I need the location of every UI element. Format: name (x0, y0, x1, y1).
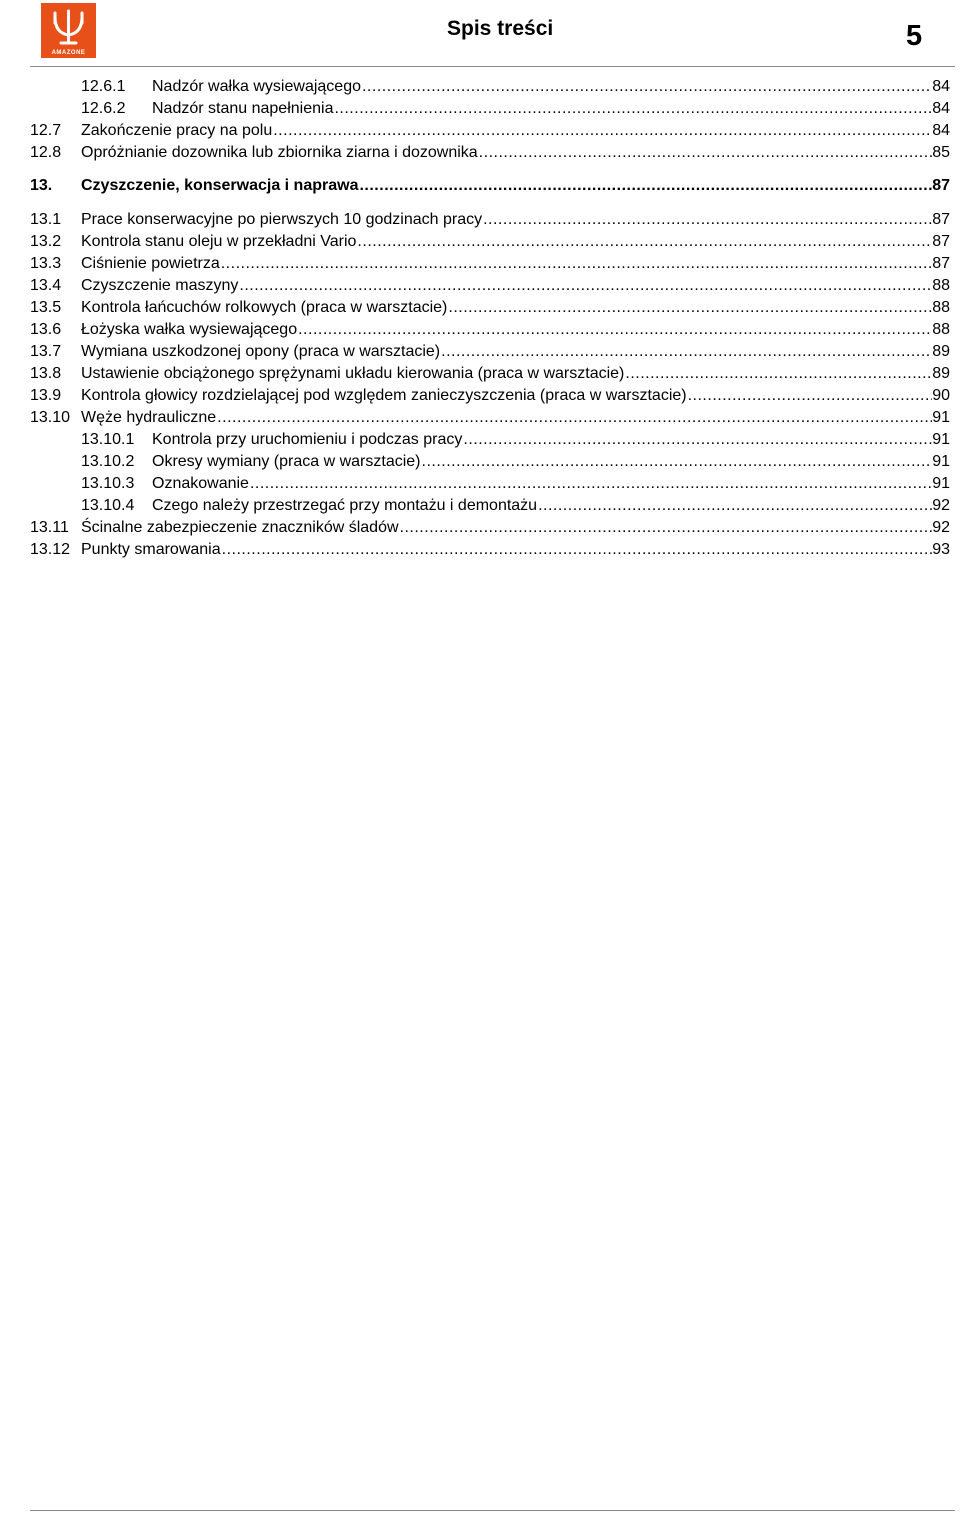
toc-entry-number: 13.10.4 (81, 497, 135, 514)
toc-entry-title: Ciśnienie powietrza (81, 255, 220, 272)
toc-leader-dots (239, 275, 932, 297)
toc-entry-title: Kontrola przy uruchomieniu i podczas pracy (152, 431, 463, 448)
toc-entry-page: 88 (932, 277, 950, 294)
toc-entry-page: 92 (932, 519, 950, 536)
toc-entry[interactable] (30, 341, 950, 363)
toc-entry-title: Oznakowanie (152, 475, 249, 492)
toc-entry[interactable] (30, 363, 950, 385)
toc-entry-page: 93 (932, 541, 950, 558)
toc-entry-title: Okresy wymiany (praca w warsztacie) (152, 453, 421, 470)
toc-entry-page: 84 (932, 100, 950, 117)
toc-entry[interactable] (30, 517, 950, 539)
toc-leader-dots (688, 385, 933, 407)
toc-leader-dots (422, 451, 933, 473)
toc-leader-dots (217, 407, 932, 429)
toc-entry-title: Zakończenie pracy na polu (81, 122, 273, 139)
toc-entry-number: 13.10.2 (81, 453, 135, 470)
header-divider (30, 66, 955, 67)
toc-entry[interactable] (30, 253, 950, 275)
toc-entry-number: 13.10.1 (81, 431, 135, 448)
toc-entry-page: 89 (932, 343, 950, 360)
toc-leader-dots (359, 175, 932, 197)
toc-entry[interactable] (81, 451, 950, 473)
toc-entry-number: 13. (30, 177, 53, 194)
toc-entry-number: 13.4 (30, 277, 62, 294)
toc-entry-number: 13.3 (30, 255, 62, 272)
toc-entry-title: Kontrola łańcuchów rolkowych (praca w warsztacie) (81, 299, 448, 316)
toc-entry-title: Ustawienie obciążonego sprężynami układu kierowania (praca w warsztacie) (81, 365, 625, 382)
toc-entry-page: 87 (932, 177, 950, 194)
toc-entry-page: 87 (932, 255, 950, 272)
toc-leader-dots (222, 539, 933, 561)
toc-entry-page: 91 (932, 475, 950, 492)
toc-entry-number: 13.11 (30, 519, 69, 536)
toc-entry[interactable] (30, 407, 950, 429)
toc-leader-dots (538, 495, 932, 517)
toc-entry-title: Opróżnianie dozownika lub zbiornika ziarna i dozownika (81, 144, 478, 161)
toc-leader-dots (483, 209, 932, 231)
toc-entry-title: Czego należy przestrzegać przy montażu i demontażu (152, 497, 538, 514)
toc-entry-number: 12.7 (30, 122, 62, 139)
toc-entry-title: Kontrola stanu oleju w przekładni Vario (81, 233, 357, 250)
toc-entry-page: 84 (932, 122, 950, 139)
footer-divider (30, 1510, 955, 1511)
toc-entry-title: Punkty smarowania (81, 541, 221, 558)
toc-entry-page: 90 (932, 387, 950, 404)
amazone-logo (41, 3, 96, 58)
toc-entry[interactable] (30, 142, 950, 164)
toc-entry-title: Nadzór wałka wysiewającego (152, 78, 361, 95)
toc-entry[interactable] (81, 98, 950, 120)
toc-entry-page: 91 (932, 453, 950, 470)
toc-entry-title: Łożyska wałka wysiewającego (81, 321, 298, 338)
toc-entry-number: 13.10.3 (81, 475, 135, 492)
toc-entry-page: 92 (932, 497, 950, 514)
toc-entry-title: Kontrola głowicy rozdzielającej pod względem zanieczyszczenia (praca w warsztacie) (81, 387, 687, 404)
toc-leader-dots (298, 319, 932, 341)
toc-entry-page: 88 (932, 321, 950, 338)
toc-leader-dots (221, 253, 932, 275)
toc-entry[interactable] (30, 209, 950, 231)
toc-leader-dots (463, 429, 932, 451)
toc-entry-title: Ścinalne zabezpieczenie znaczników śladów (81, 519, 399, 536)
toc-entry[interactable] (30, 120, 950, 142)
toc-entry-number: 13.5 (30, 299, 62, 316)
toc-entry-page: 88 (932, 299, 950, 316)
logo-wordmark: AMAZONE (51, 50, 86, 56)
toc-entry-page: 91 (932, 409, 950, 426)
toc-entry-title: Prace konserwacyjne po pierwszych 10 godzinach pracy (81, 211, 483, 228)
toc-entry-number: 13.1 (30, 211, 62, 228)
toc-leader-dots (400, 517, 933, 539)
toc-entry-title: Nadzór stanu napełnienia (152, 100, 334, 117)
toc-entry[interactable] (30, 275, 950, 297)
toc-leader-dots (357, 231, 932, 253)
page-number: 5 (906, 20, 923, 52)
toc-entry-title: Węże hydrauliczne (81, 409, 217, 426)
toc-leader-dots (362, 76, 932, 98)
toc-entry[interactable] (81, 429, 950, 451)
toc-entry-number: 13.12 (30, 541, 71, 558)
toc-leader-dots (625, 363, 932, 385)
toc-entry-number: 13.8 (30, 365, 62, 382)
toc-entry-title: Czyszczenie maszyny (81, 277, 239, 294)
toc-entry-number: 13.2 (30, 233, 62, 250)
toc-leader-dots (441, 341, 932, 363)
toc-leader-dots (448, 297, 932, 319)
toc-entry-number: 12.6.2 (81, 100, 126, 117)
toc-entry-number: 13.10 (30, 409, 71, 426)
toc-entry-page: 87 (932, 211, 950, 228)
toc-entry[interactable] (30, 319, 950, 341)
toc-entry[interactable] (81, 495, 950, 517)
toc-entry[interactable] (30, 385, 950, 407)
toc-entry-page: 91 (932, 431, 950, 448)
toc-leader-dots (334, 98, 932, 120)
page-title: Spis treści (447, 17, 554, 40)
toc-leader-dots (250, 473, 932, 495)
toc-entry-number: 13.9 (30, 387, 62, 404)
toc-entry[interactable] (30, 231, 950, 253)
toc-entry-title: Czyszczenie, konserwacja i naprawa (81, 177, 359, 194)
toc-entry-title: Wymiana uszkodzonej opony (praca w warsztacie) (81, 343, 441, 360)
toc-entry[interactable] (81, 76, 950, 98)
toc-entry-number: 13.6 (30, 321, 62, 338)
toc-entry-page: 84 (932, 78, 950, 95)
toc-entry-number: 12.8 (30, 144, 62, 161)
toc-entry-number: 13.7 (30, 343, 62, 360)
toc-entry[interactable] (30, 175, 950, 197)
toc-leader-dots (479, 142, 933, 164)
toc-entry-number: 12.6.1 (81, 78, 126, 95)
toc-entry[interactable] (30, 539, 950, 561)
toc-entry-page: 89 (932, 365, 950, 382)
toc-entry[interactable] (30, 297, 950, 319)
toc-leader-dots (273, 120, 932, 142)
toc-entry[interactable] (81, 473, 950, 495)
toc-entry-page: 85 (932, 144, 950, 161)
page-header (0, 0, 960, 70)
toc-entry-page: 87 (932, 233, 950, 250)
